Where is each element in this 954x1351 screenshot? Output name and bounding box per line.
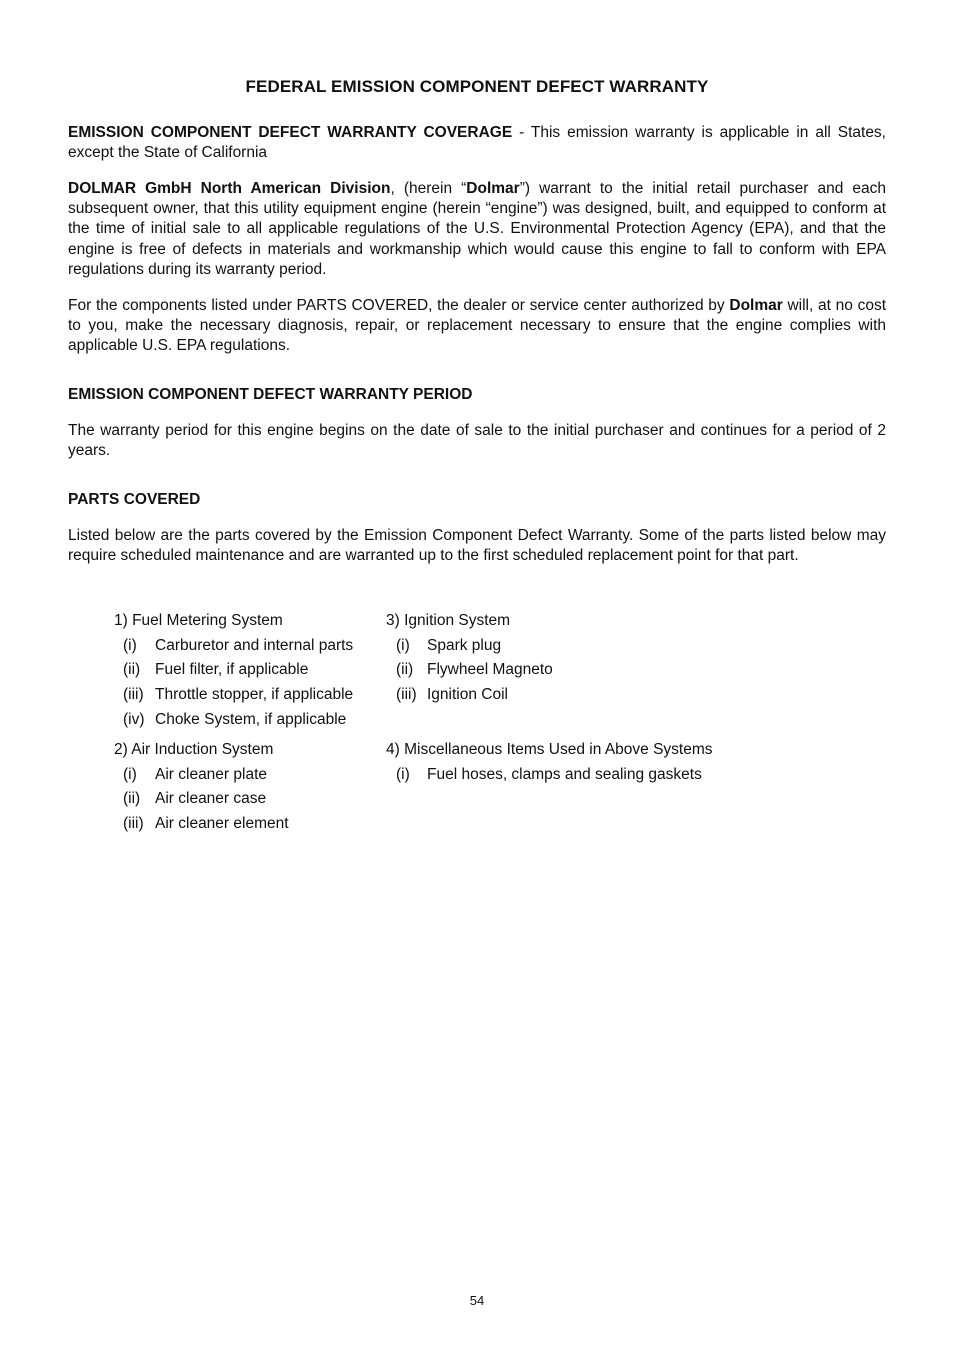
page-title: FEDERAL EMISSION COMPONENT DEFECT WARRANTY [245, 77, 709, 96]
coverage-text: - This emission warranty is applicable in all States, except the State of California [68, 124, 886, 162]
company-name: DOLMAR GmbH North American Division [68, 180, 391, 197]
group-title: 4) Miscellaneous Items Used in Above Systems [386, 741, 713, 758]
group-title: 1) Fuel Metering System [114, 612, 283, 629]
components-paragraph: For the components listed under PARTS COVERED, the dealer or service center authorized by Dolmar will, at no cost to you, make the necessary diagnosis, repair, or replacement necessary to ensure that the engine complies with applicable U.S. EPA regulations. [68, 297, 886, 355]
group-title: 3) Ignition System [386, 612, 511, 629]
brand-name: Dolmar [729, 297, 783, 314]
dolmar-paragraph: DOLMAR GmbH North American Division, (herein “Dolmar”) warrant to the initial retail purchaser and each subsequent owner, that this utility equipment engine (herein “engine”) was designed, built, and equipped to conform at the time of initial sale to all applicable regulations of the U.S. Environmental Protection Agency (EPA), and that the engine is free of defects in materials and workmanship which would cause this engine to fall to conform with EPA regulations during its warranty period. [68, 180, 886, 278]
period-heading: EMISSION COMPONENT DEFECT WARRANTY PERIOD [68, 386, 473, 403]
parts-paragraph: Listed below are the parts covered by the Emission Component Defect Warranty. Some of the parts listed below may require scheduled maintenance and are warranted up to the first scheduled replacement point for that part. [68, 527, 886, 565]
brand-name: Dolmar [466, 180, 520, 197]
page-number: 54 [469, 1293, 485, 1308]
period-paragraph: The warranty period for this engine begins on the date of sale to the initial purchaser and continues for a period of 2 years. [68, 422, 886, 460]
parts-heading: PARTS COVERED [68, 491, 201, 508]
coverage-paragraph [68, 123, 886, 163]
group-title: 2) Air Induction System [114, 741, 274, 758]
coverage-heading: EMISSION COMPONENT DEFECT WARRANTY COVERAGE [68, 124, 513, 141]
